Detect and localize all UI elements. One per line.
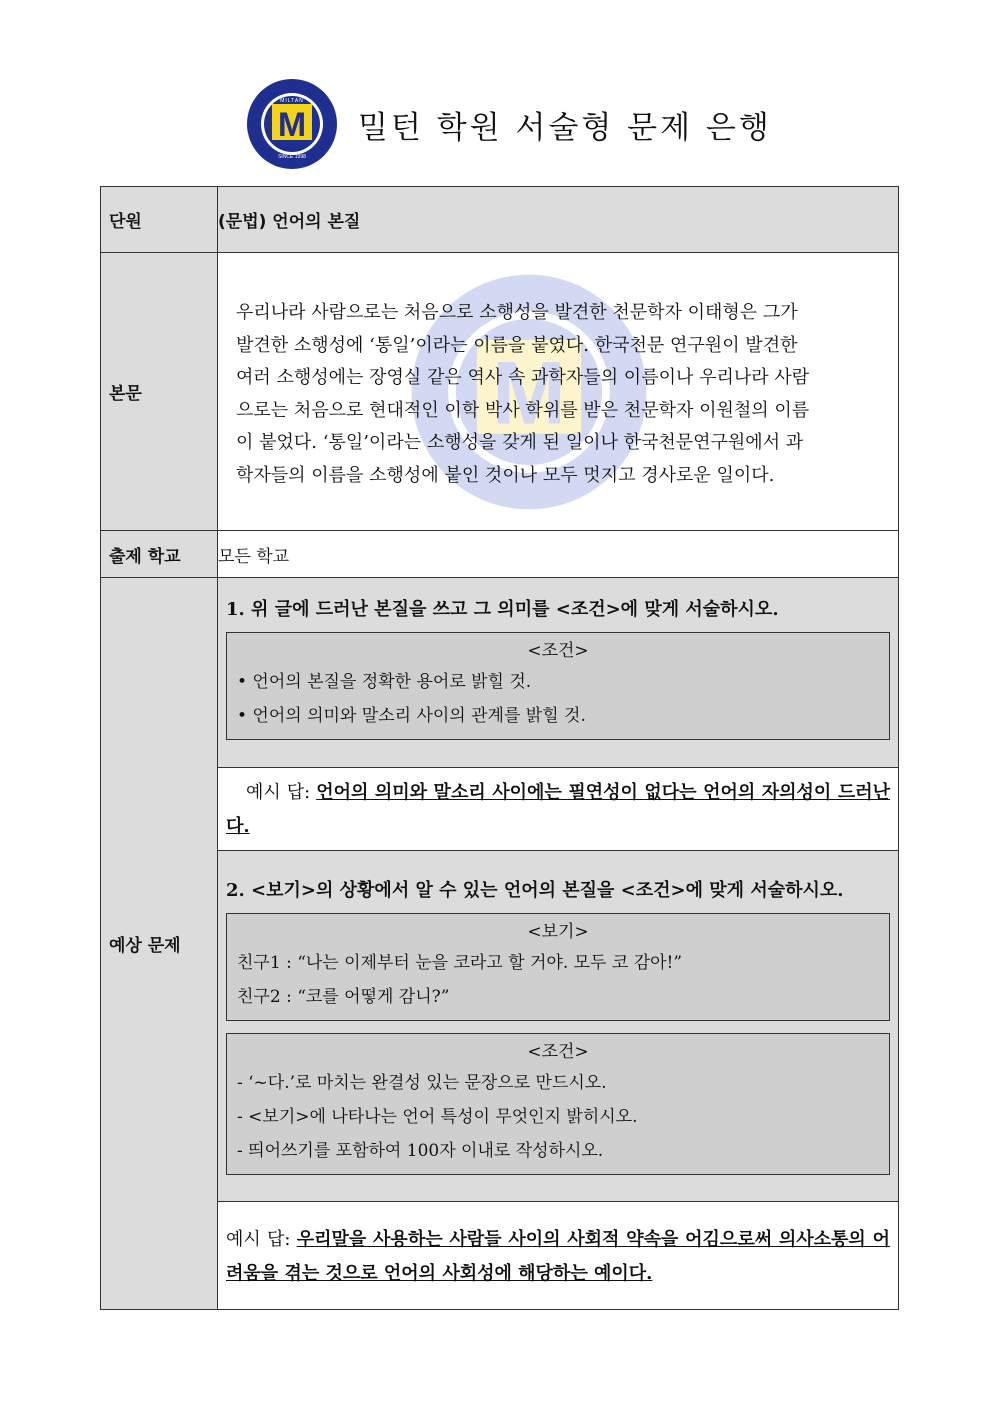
q1-condition-title: <조건> [527,640,589,661]
passage-label: 본문 [101,253,218,531]
q2-view-item: 친구1 : “나는 이제부터 눈을 코라고 할 거야. 모두 코 감아!” [237,953,683,973]
q2-answer-text: 우리말을 사용하는 사람들 사이의 사회적 약속을 어김으로써 의사소통의 어려움을 겪는 것으로 언어의 사회성에 해당하는 예이다. [226,1228,890,1284]
q2-answer-cell [218,1202,899,1310]
school-value: 모든 학교 [218,531,899,578]
q1-answer [218,768,898,850]
questions-label: 예상 문제 [101,578,218,1310]
q2-condition-item: - <보기>에 나타나는 언어 특성이 무엇인지 밝히시오. [237,1107,638,1127]
miltan-logo [246,78,338,170]
passage-text [218,261,898,522]
q2-view-title: <보기> [527,922,589,942]
svg-text:M: M [492,343,566,443]
q1-condition-item: • 언어의 본질을 정확한 용어로 밝힐 것. [237,671,532,692]
page-header [246,78,772,168]
passage-cell [218,253,899,531]
q2-condition-item: - ‘~다.’로 마치는 완결성 있는 문장으로 만드시오. [237,1073,607,1093]
passage-line: 이 붙었다. ‘통일’이라는 소행성을 갖게 된 일이나 한국천문연구원에서 과 [236,432,804,453]
q1-condition-item: • 언어의 의미와 말소리 사이의 관계를 밝힐 것. [237,705,586,726]
q1-condition-box [226,632,890,740]
q1-text: 1. 위 글에 드러난 본질을 쓰고 그 의미를 <조건>에 맞게 서술하시오. [226,598,779,620]
page-title: 밀턴 학원 서술형 문제 은행 [358,110,772,146]
passage-line: 여러 소행성에는 장영실 같은 역사 속 과학자들의 이름이나 우리나라 사람 [236,367,810,388]
q1-cell [218,578,899,768]
q1-answer-cell [218,768,899,851]
q2-condition-title: <조건> [527,1042,589,1062]
q2-view-box [226,913,890,1021]
unit-value: (문법) 언어의 본질 [218,187,899,253]
svg-text:M: M [277,106,307,144]
q2-view-item: 친구2 : “코를 어떻게 감니?” [237,987,450,1007]
passage-line: 우리나라 사람으로는 처음으로 소행성을 발견한 천문학자 이태형은 그가 [236,302,798,323]
passage-line: 발견한 소행성에 ‘통일’이라는 이름을 붙였다. 한국천문 연구원이 발견한 [236,334,798,356]
answer-prefix: 예시 답: [226,1228,297,1250]
school-label: 출제 학교 [101,531,218,578]
question-table [100,186,899,1310]
unit-label: 단원 [101,187,218,253]
passage-line: 학자들의 이름을 소행성에 붙인 것이나 모두 멋지고 경사로운 일이다. [236,464,775,486]
q2-answer [218,1215,898,1297]
q2-text: 2. <보기>의 상황에서 알 수 있는 언어의 본질을 <조건>에 맞게 서술하시오. [226,880,844,901]
q2-condition-item: - 띄어쓰기를 포함하여 100자 이내로 작성하시오. [237,1141,604,1161]
answer-prefix: 예시 답: [246,782,317,803]
svg-text:SINCE 1998: SINCE 1998 [278,154,306,160]
svg-text:MILTAN: MILTAN [280,98,304,104]
passage-line: 으로는 처음으로 현대적인 이학 박사 학위를 받은 천문학자 이원철의 이름 [236,399,810,421]
q2-condition-box [226,1033,890,1175]
q1-answer-text: 언어의 의미와 말소리 사이에는 필연성이 없다는 언어의 자의성이 드러난다. [226,782,890,837]
q2-cell [218,851,899,1202]
